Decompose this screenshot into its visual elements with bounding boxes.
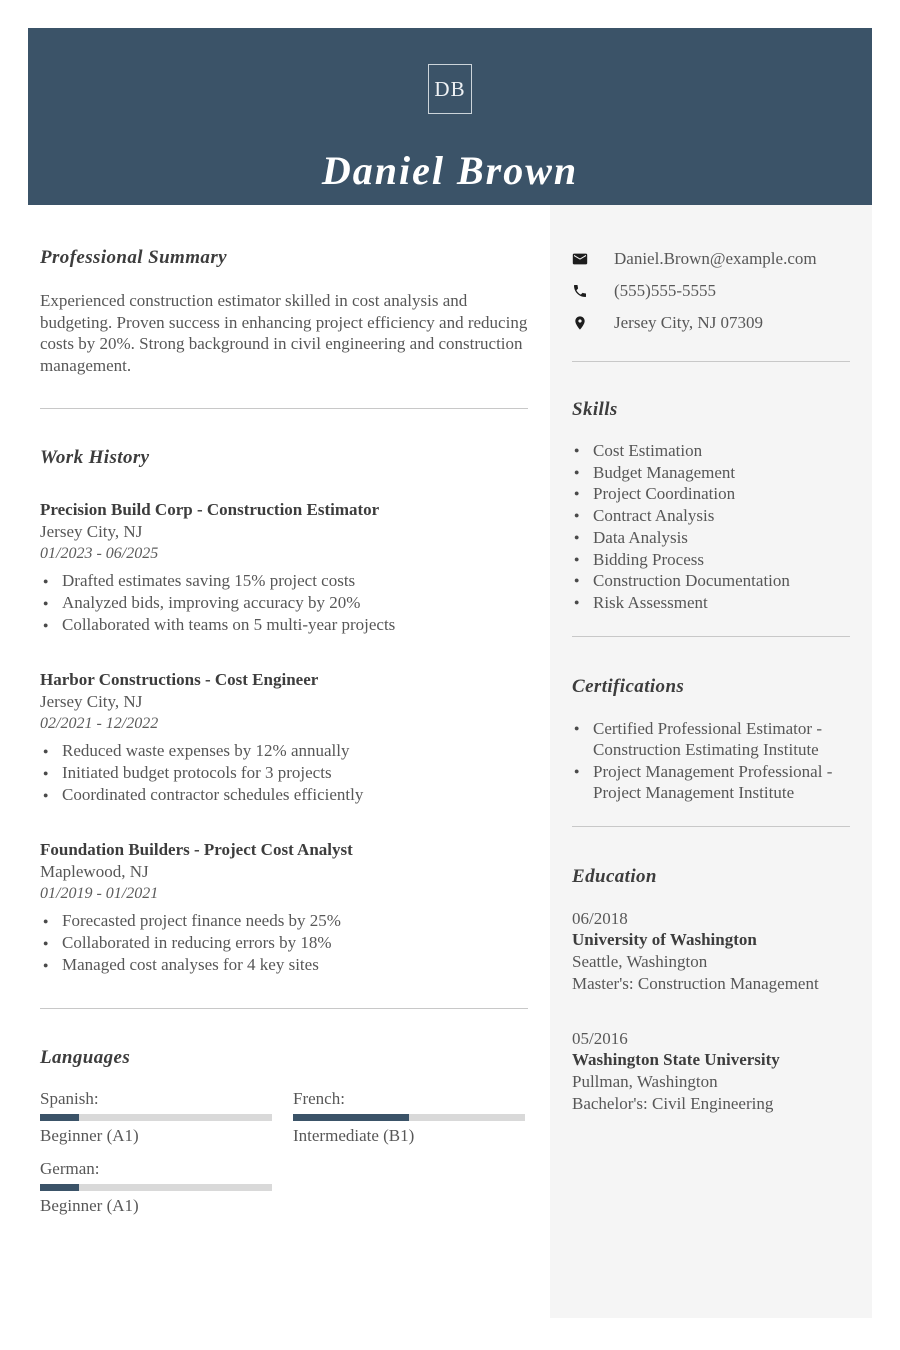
divider xyxy=(40,1008,528,1009)
language-name: Spanish: xyxy=(40,1089,99,1108)
education-date: 06/2018 xyxy=(572,908,628,928)
education-location: Pullman, Washington xyxy=(572,1071,718,1091)
certification-item: ● Project Management Professional - Project Management Institute xyxy=(572,761,850,804)
education-degree: Master's: Construction Management xyxy=(572,973,819,993)
education-location: Seattle, Washington xyxy=(572,951,708,971)
language-progress-track xyxy=(40,1114,272,1121)
contact-value: Daniel.Brown@example.com xyxy=(614,249,817,268)
skill-item: ● Bidding Process xyxy=(572,549,850,571)
certifications-heading: Certifications xyxy=(572,675,685,697)
certifications-list xyxy=(572,718,850,804)
job-dates: 01/2023 - 06/2025 xyxy=(40,545,159,562)
summary-heading: Professional Summary xyxy=(40,247,227,268)
contact-value: Jersey City, NJ 07309 xyxy=(614,313,764,332)
skills-heading: Skills xyxy=(572,399,618,420)
summary-text: Experienced construction estimator skilled in cost analysis and budgeting. Proven success in enhancing project efficiency and reducing costs by 20%. Strong background in civil engineering and construction management. xyxy=(40,291,528,375)
education-degree: Bachelor's: Civil Engineering xyxy=(572,1093,774,1113)
skill-item: ● Project Coordination xyxy=(572,483,850,505)
languages-heading: Languages xyxy=(40,1047,131,1068)
skills-list xyxy=(572,440,850,614)
job-bullet-list xyxy=(40,740,528,806)
skill-item: ● Budget Management xyxy=(572,462,850,484)
skill-item: ● Risk Assessment xyxy=(572,592,850,614)
skill-item: ● Contract Analysis xyxy=(572,505,850,527)
language-progress-track xyxy=(293,1114,525,1121)
education-list xyxy=(572,908,850,1115)
language-name: French: xyxy=(293,1089,345,1108)
job-title: Harbor Constructions - Cost Engineer xyxy=(40,670,319,689)
job-bullet: ● Forecasted project finance needs by 25% xyxy=(40,910,528,932)
monogram-badge: DB xyxy=(428,64,472,114)
job-bullet-list xyxy=(40,910,528,976)
language-level: Beginner (A1) xyxy=(40,1196,139,1215)
certification-item: ● Certified Professional Estimator - Construction Estimating Institute xyxy=(572,718,850,761)
job-title: Precision Build Corp - Construction Estimator xyxy=(40,500,380,519)
divider xyxy=(40,408,528,409)
job-dates: 02/2021 - 12/2022 xyxy=(40,715,159,732)
envelope-icon xyxy=(572,251,588,267)
language-item xyxy=(293,1088,525,1146)
language-progress-track xyxy=(40,1184,272,1191)
education-date: 05/2016 xyxy=(572,1028,628,1048)
skill-item: ● Construction Documentation xyxy=(572,570,850,592)
education-school-name: University of Washington xyxy=(572,929,757,949)
job-bullet: ● Collaborated with teams on 5 multi-year projects xyxy=(40,614,528,636)
header-band xyxy=(28,28,872,205)
education-school-name: Washington State University xyxy=(572,1049,780,1069)
language-item xyxy=(40,1088,272,1146)
divider xyxy=(572,826,850,827)
language-level: Intermediate (B1) xyxy=(293,1126,415,1145)
job-bullet: ● Reduced waste expenses by 12% annually xyxy=(40,740,528,762)
skill-item: ● Cost Estimation xyxy=(572,440,850,462)
language-progress-fill xyxy=(40,1114,79,1121)
job-bullet: ● Analyzed bids, improving accuracy by 20% xyxy=(40,592,528,614)
education-entry xyxy=(572,908,850,995)
language-progress-fill xyxy=(40,1184,79,1191)
main-column xyxy=(40,246,528,1216)
job-entry xyxy=(40,499,528,636)
job-entry xyxy=(40,669,528,806)
divider xyxy=(572,361,850,362)
job-title: Foundation Builders - Project Cost Analyst xyxy=(40,840,353,859)
language-progress-fill xyxy=(293,1114,409,1121)
job-bullet: ● Collaborated in reducing errors by 18% xyxy=(40,932,528,954)
contact-row xyxy=(572,275,850,307)
job-bullet: ● Initiated budget protocols for 3 projects xyxy=(40,762,528,784)
contact-list xyxy=(572,243,850,339)
job-entry xyxy=(40,839,528,976)
languages-grid xyxy=(40,1088,528,1216)
divider xyxy=(572,636,850,637)
language-item xyxy=(40,1158,272,1216)
work-history-list xyxy=(40,499,528,976)
job-location: Jersey City, NJ xyxy=(40,522,143,541)
person-name: Daniel Brown xyxy=(321,148,579,193)
contact-value: (555)555-5555 xyxy=(614,281,716,300)
job-bullet-list xyxy=(40,570,528,636)
contact-row xyxy=(572,243,850,275)
work-history-heading: Work History xyxy=(40,447,150,468)
language-name: German: xyxy=(40,1159,100,1178)
job-location: Maplewood, NJ xyxy=(40,862,149,881)
job-bullet: ● Drafted estimates saving 15% project costs xyxy=(40,570,528,592)
contact-row xyxy=(572,307,850,339)
phone-icon xyxy=(572,283,588,299)
skill-item: ● Data Analysis xyxy=(572,527,850,549)
location-pin-icon xyxy=(572,315,588,331)
language-level: Beginner (A1) xyxy=(40,1126,139,1145)
education-heading: Education xyxy=(572,865,657,887)
sidebar-column xyxy=(572,243,850,1115)
job-location: Jersey City, NJ xyxy=(40,692,143,711)
job-bullet: ● Managed cost analyses for 4 key sites xyxy=(40,954,528,976)
job-bullet: ● Coordinated contractor schedules efficiently xyxy=(40,784,528,806)
education-entry xyxy=(572,1028,850,1115)
job-dates: 01/2019 - 01/2021 xyxy=(40,885,159,902)
